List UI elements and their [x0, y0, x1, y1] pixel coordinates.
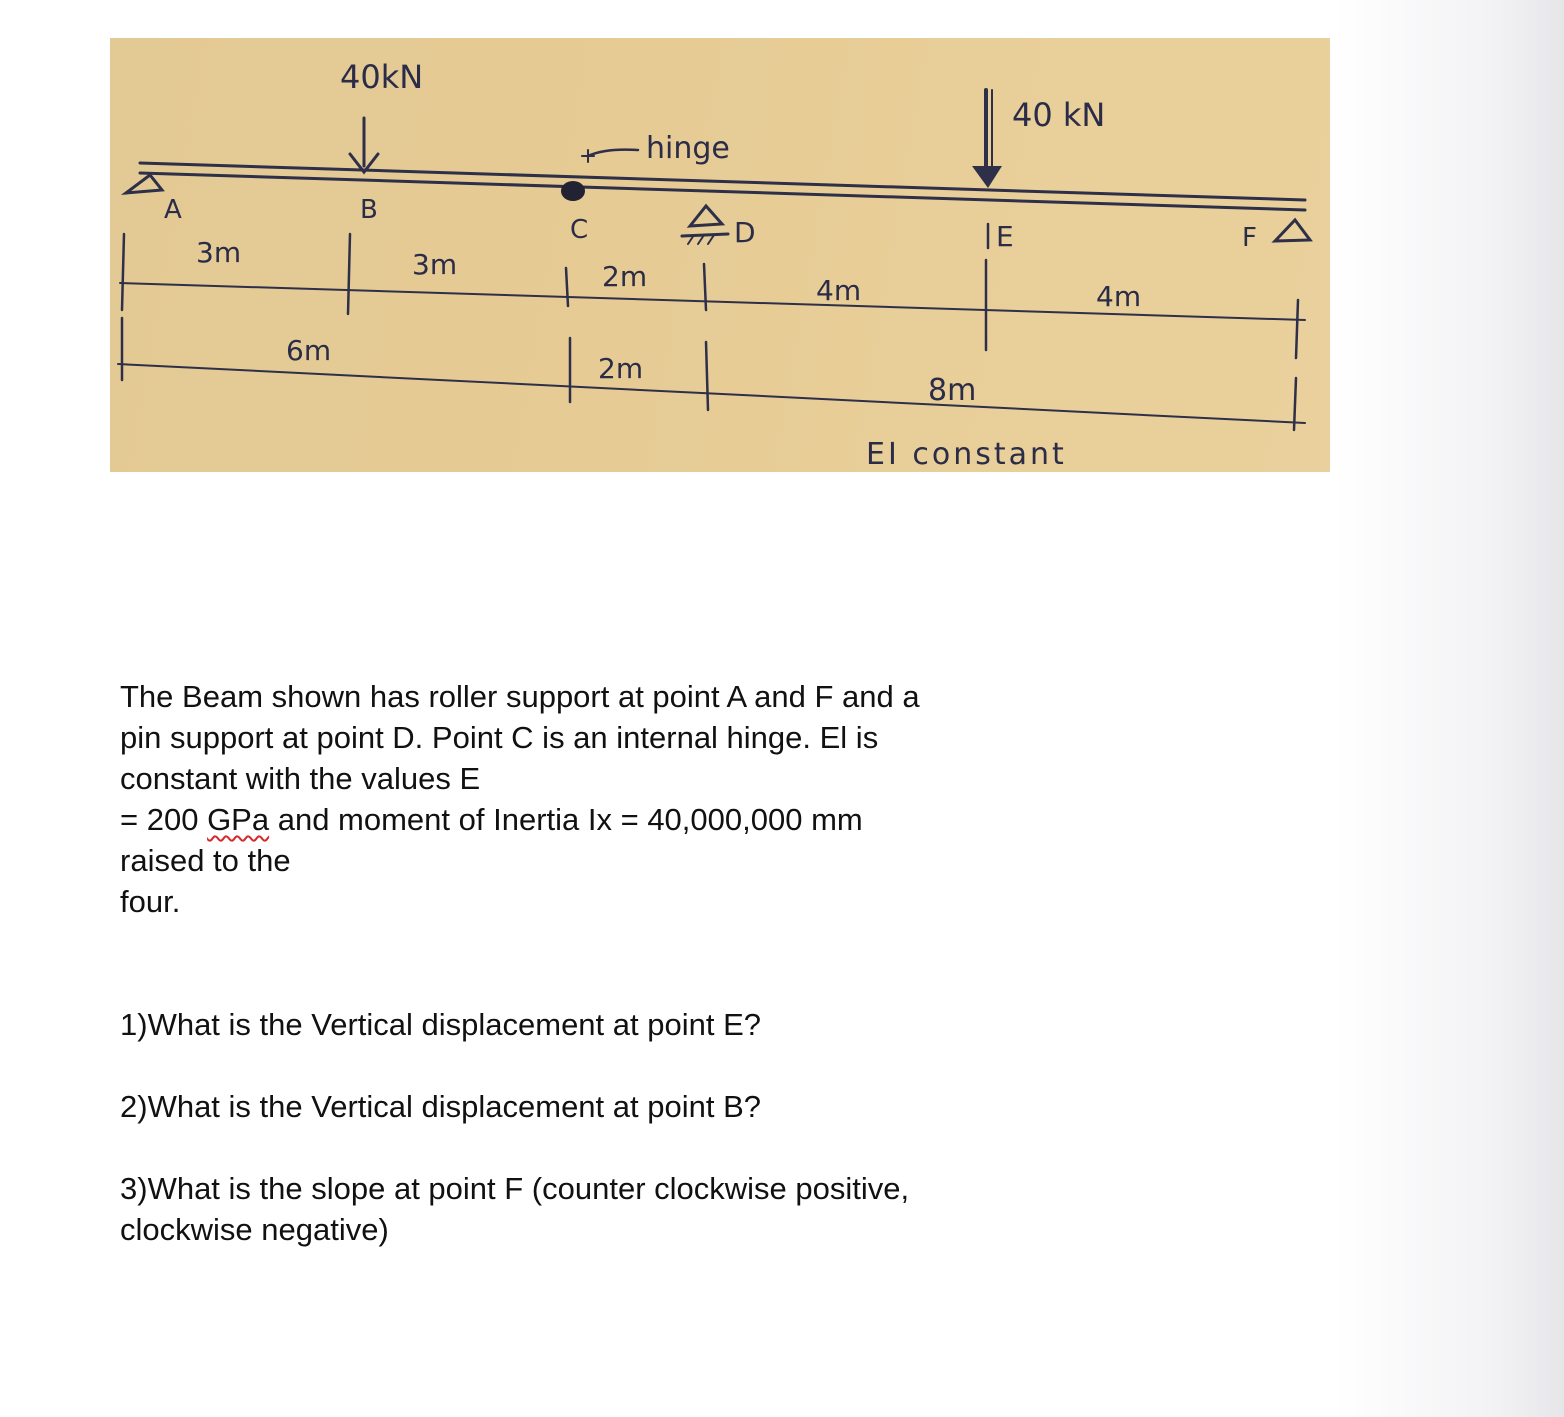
spellcheck-word-gpa: GPa: [207, 802, 270, 837]
problem-line-5: raised to the: [120, 843, 291, 878]
beam: [140, 163, 1305, 210]
point-label-b: B: [360, 195, 378, 225]
point-label-e: E: [996, 220, 1014, 253]
question-3-continued: clockwise negative): [120, 1212, 389, 1247]
problem-line-3: constant with the values E: [120, 761, 481, 796]
problem-line-4-pre: = 200: [120, 802, 208, 837]
dim-3m-bc: 3m: [412, 248, 458, 281]
question-2: 2)What is the Vertical displacement at point B?: [120, 1089, 761, 1124]
beam-diagram: [110, 38, 1330, 472]
load-arrow-e: [972, 90, 1002, 188]
ei-constant-note: EI constant: [866, 437, 1067, 472]
load-arrow-b: [350, 118, 378, 172]
dim-4m-de: 4m: [816, 274, 862, 307]
hinge-leader: [588, 150, 638, 156]
load-label-right: 40 kN: [1012, 96, 1106, 134]
problem-statement: [120, 676, 1060, 922]
point-label-a: A: [164, 195, 182, 225]
hinge-label: hinge: [646, 131, 730, 166]
problem-line-2: pin support at point D. Point C is an internal hinge. El is: [120, 720, 879, 755]
point-label-c: C: [570, 215, 589, 245]
question-3: 3)What is the slope at point F (counter clockwise positive,: [120, 1171, 910, 1206]
dim-8m: 8m: [928, 373, 977, 408]
load-label-left: 40kN: [340, 58, 424, 96]
question-1: 1)What is the Vertical displacement at point E?: [120, 1007, 761, 1042]
dim-3m-ab: 3m: [196, 236, 242, 269]
roller-support-f: [1275, 220, 1310, 241]
dim-2m-cd: 2m: [602, 260, 648, 293]
point-label-f: F: [1242, 223, 1257, 253]
problem-line-6: four.: [120, 884, 181, 919]
point-label-d: D: [734, 216, 756, 249]
page-edge-shadow: [1334, 0, 1564, 1417]
dim-6m: 6m: [286, 334, 332, 367]
beam-diagram-photo: [110, 38, 1330, 472]
dim-2m-row2: 2m: [598, 352, 644, 385]
pin-support-d: [682, 206, 728, 244]
hinge-c: [561, 181, 585, 201]
dim-4m-ef: 4m: [1096, 280, 1142, 313]
problem-line-4: [120, 799, 1060, 840]
problem-line-1: The Beam shown has roller support at point A and F and a: [120, 679, 920, 714]
roller-support-a: [126, 175, 162, 193]
problem-line-4-post: and moment of Inertia Ix = 40,000,000 mm: [269, 802, 863, 837]
